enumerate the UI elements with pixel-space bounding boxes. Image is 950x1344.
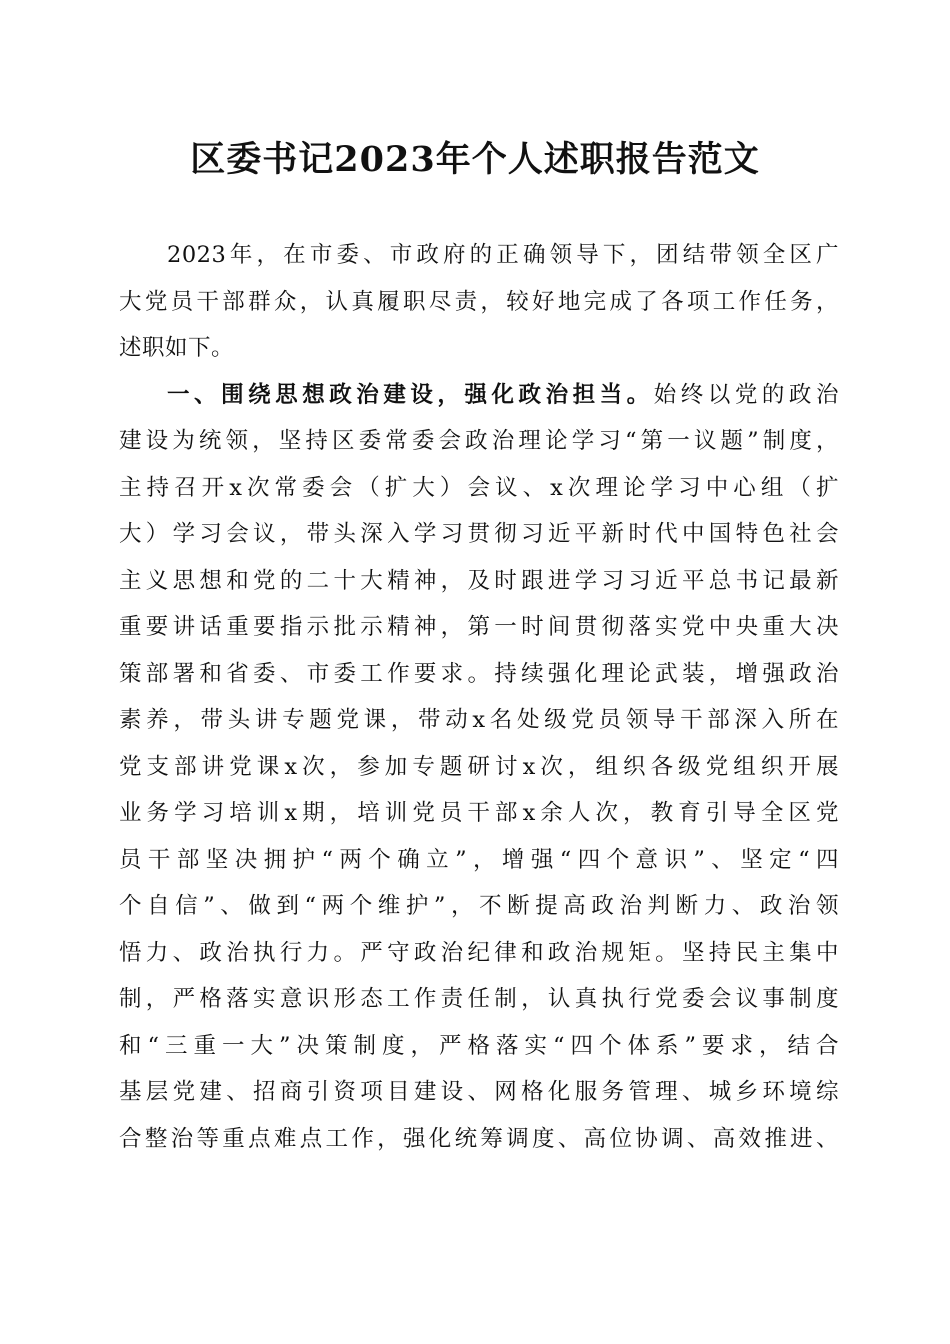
section1-line: 悟力、政治执行力。严守政治纪律和政治规矩。坚持民主集中 xyxy=(119,939,839,966)
section1-line: 大）学习会议，带头深入学习贯彻习近平新时代中国特色社会 xyxy=(119,521,839,547)
section1-line: 业务学习培训x期，培训党员干部x余人次，教育引导全区党 xyxy=(119,800,839,826)
section1-line: 主义思想和党的二十大精神，及时跟进学习习近平总书记最新 xyxy=(119,567,839,594)
section1-heading: 一、围绕思想政治建设，强化政治担当。 xyxy=(167,381,654,408)
section1-line: 合整治等重点难点工作，强化统筹调度、高位协调、高效推进、 xyxy=(119,1125,839,1152)
section1-line: 策部署和省委、市委工作要求。持续强化理论武装，增强政治 xyxy=(119,660,839,687)
section1-line: 主持召开x次常委会（扩大）会议、x次理论学习中心组（扩 xyxy=(119,474,839,501)
section1-line: 素养，带头讲专题党课，带动x名处级党员领导干部深入所在 xyxy=(119,707,839,733)
section1-line: 员干部坚决拥护“两个确立”，增强“四个意识”、坚定“四 xyxy=(119,846,839,873)
section1-line: 个自信”、做到“两个维护”，不断提高政治判断力、政治领 xyxy=(119,893,839,919)
section1-line: 党支部讲党课x次，参加专题研讨x次，组织各级党组织开展 xyxy=(119,753,839,780)
intro-line-3: 述职如下。 xyxy=(119,335,235,361)
section1-line: 建设为统领，坚持区委常委会政治理论学习“第一议题”制度， xyxy=(119,428,839,454)
section1-line: 和“三重一大”决策制度，严格落实“四个体系”要求，结合 xyxy=(119,1032,839,1059)
intro-line-1: 2023年，在市委、市政府的正确领导下，团结带领全区广 xyxy=(167,242,839,268)
section1-line: 重要讲话重要指示批示精神，第一时间贯彻落实党中央重大决 xyxy=(119,614,839,640)
section1-line: 基层党建、招商引资项目建设、网格化服务管理、城乡环境综 xyxy=(119,1079,839,1105)
section1-line: 制，严格落实意识形态工作责任制，认真执行党委会议事制度 xyxy=(119,986,839,1012)
section1-first-line-rest: 始终以党的政治 xyxy=(653,381,839,408)
section1-first-line xyxy=(119,372,839,419)
intro-line-2: 大党员干部群众，认真履职尽责，较好地完成了各项工作任务， xyxy=(119,288,839,315)
document-body xyxy=(119,232,839,1162)
page-title: 区委书记2023年个人述职报告范文 xyxy=(190,139,760,180)
